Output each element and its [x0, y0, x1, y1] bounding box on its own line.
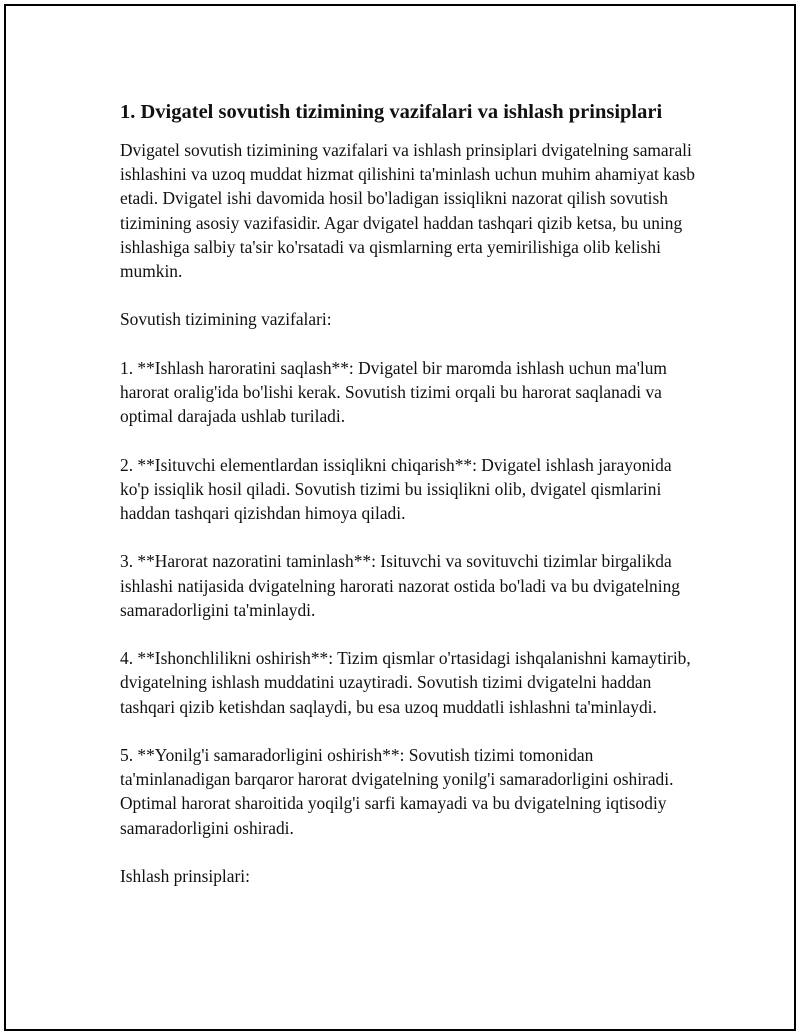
- functions-subheading: Sovutish tizimining vazifalari:: [120, 309, 332, 330]
- list-item-3: 3. **Harorat nazoratini taminlash**: Isituvchi va sovituvchi tizimlar birgalikda ishlashi natijasida dvigatelning harorati nazorat ostida bo'ladi va bu dvigatelning samaradorligini ta'minlaydi.: [120, 551, 680, 620]
- list-item-5: 5. **Yonilg'i samaradorligini oshirish**: Sovutish tizimi tomonidan ta'minlanadigan barqaror harorat dvigatelning yonilg'i samaradorligini oshiradi. Optimal harorat sharoitida yoqilg'i sarfi kamayadi va bu dvigatelning iqtisodiy samaradorligini oshiradi.: [120, 744, 674, 838]
- document-page: [4, 4, 796, 1031]
- intro-paragraph: Dvigatel sovutish tizimining vazifalari va ishlash prinsiplari dvigatelning samarali ishlashini va uzoq muddat hizmat qilishini ta'minlash uchun muhim ahamiyat kasb etadi. Dvigatel ishi davomida hosil bo'ladigan issiqlikni nazorat qilish sovutish tizimining asosiy vazifasidir. Agar dvigatel haddan tashqari qizib ketsa, bu uning ishlashiga salbiy ta'sir ko'rsatadi va qismlarning erta yemirilishiga olib kelishi mumkin.: [120, 140, 696, 282]
- list-item-4: 4. **Ishonchlilikni oshirish**: Tizim qismlar o'rtasidagi ishqalanishni kamaytirib, dvigatelning ishlash muddatini uzaytiradi. Sovutish tizimi dvigatelni haddan tashqari qizib ketishdan saqlaydi, bu esa uzoq muddatli ishlashni ta'minlaydi.: [120, 648, 691, 717]
- document-body: [120, 98, 700, 912]
- principles-subheading: Ishlash prinsiplari:: [120, 865, 250, 886]
- list-item-2: 2. **Isituvchi elementlardan issiqlikni chiqarish**: Dvigatel ishlash jarayonida ko'p issiqlik hosil qiladi. Sovutish tizimi bu issiqlikni olib, dvigatel qismlarini haddan tashqari qizishdan himoya qiladi.: [120, 454, 672, 523]
- list-item-1: 1. **Ishlash haroratini saqlash**: Dvigatel bir maromda ishlash uchun ma'lum harorat oralig'ida bo'lishi kerak. Sovutish tizimi orqali bu harorat saqlanadi va optimal darajada ushlab turiladi.: [120, 357, 667, 427]
- section-heading: 1. Dvigatel sovutish tizimining vazifalari va ishlash prinsiplari: [120, 101, 663, 123]
